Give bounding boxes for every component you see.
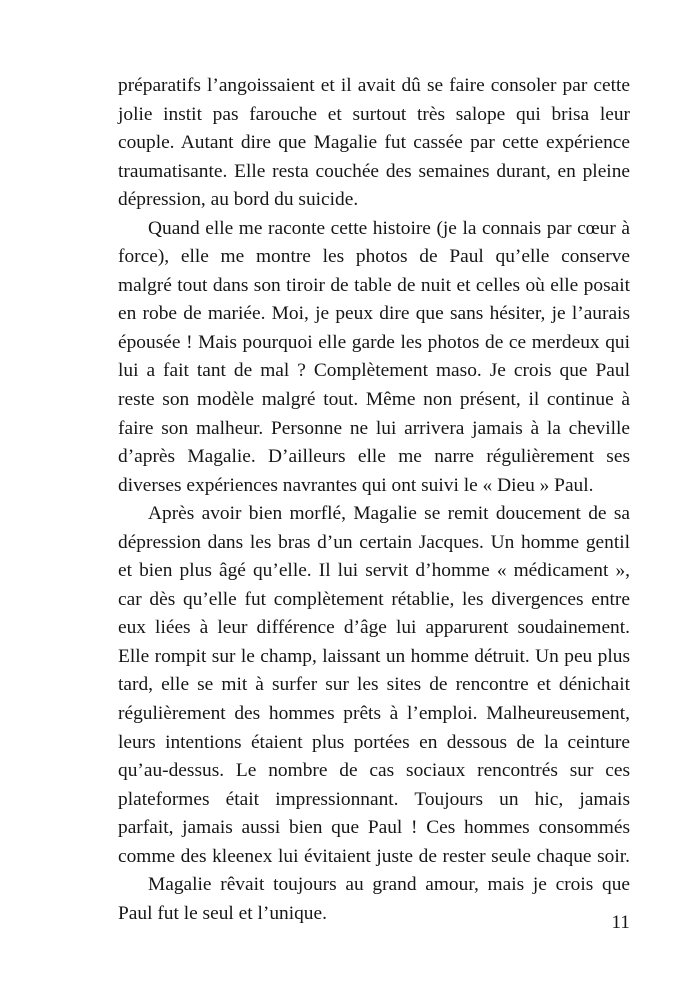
text-line: malgré tout dans son tiroir de table de nuit et celles où elle posait	[118, 274, 630, 296]
page-body	[118, 72, 630, 928]
text-line: dépression, au bord du suicide.	[118, 189, 359, 211]
page-number: 11	[611, 912, 630, 933]
text-line: d’après Magalie. D’ailleurs elle me narre régulièrement ses	[118, 446, 630, 468]
text-line: jolie instit pas farouche et surtout très salope qui brisa leur	[118, 103, 630, 125]
text-line: tard, elle se mit à surfer sur les sites de rencontre et dénichait	[118, 674, 630, 696]
text-line: Magalie rêvait toujours au grand amour, mais je crois que	[148, 874, 630, 896]
text-line: Après avoir bien morflé, Magalie se remit doucement de sa	[148, 503, 630, 525]
paragraph-3	[118, 500, 630, 871]
text-line: car dès qu’elle fut complètement rétablie, les divergences entre	[118, 588, 630, 610]
paragraph-1	[118, 72, 630, 215]
text-line: Elle rompit sur le champ, laissant un homme détruit. Un peu plus	[118, 645, 630, 667]
text-line: reste son modèle malgré tout. Même non présent, il continue à	[118, 389, 630, 411]
text-line: épousée ! Mais pourquoi elle garde les photos de ce merdeux qui	[118, 331, 630, 353]
paragraph-2	[118, 215, 630, 500]
text-line: Quand elle me raconte cette histoire (je la connais par cœur à	[148, 217, 630, 239]
text-line: plateformes était impressionnant. Toujours un hic, jamais	[118, 788, 630, 810]
text-line: lui a fait tant de mal ? Complètement maso. Je crois que Paul	[118, 360, 630, 382]
text-line: préparatifs l’angoissaient et il avait dû se faire consoler par cette	[118, 75, 630, 96]
text-line: comme des kleenex lui évitaient juste de rester seule chaque soir.	[118, 845, 630, 867]
paragraph-4	[118, 871, 630, 928]
text-line: eux liées à leur différence d’âge lui apparurent soudainement.	[118, 617, 630, 639]
text-line: Paul fut le seul et l’unique.	[118, 902, 327, 924]
text-line: couple. Autant dire que Magalie fut cassée par cette expérience	[118, 132, 630, 154]
text-line: faire son malheur. Personne ne lui arrivera jamais à la cheville	[118, 417, 630, 439]
text-line: et bien plus âgé qu’elle. Il lui servit d’homme « médicament »,	[118, 560, 630, 582]
text-line: dépression dans les bras d’un certain Jacques. Un homme gentil	[118, 531, 630, 553]
text-line: leurs intentions étaient plus portées en dessous de la ceinture	[118, 731, 630, 753]
text-line: diverses expériences navrantes qui ont suivi le « Dieu » Paul.	[118, 474, 594, 496]
text-line: parfait, jamais aussi bien que Paul ! Ces hommes consommés	[118, 817, 630, 839]
text-line: traumatisante. Elle resta couchée des semaines durant, en pleine	[118, 160, 630, 182]
text-line: régulièrement des hommes prêts à l’emploi. Malheureusement,	[118, 703, 630, 725]
text-line: force), elle me montre les photos de Paul qu’elle conserve	[118, 246, 630, 268]
text-line: qu’au-dessus. Le nombre de cas sociaux rencontrés sur ces	[118, 760, 630, 782]
text-line: en robe de mariée. Moi, je peux dire que sans hésiter, je l’aurais	[118, 303, 630, 325]
